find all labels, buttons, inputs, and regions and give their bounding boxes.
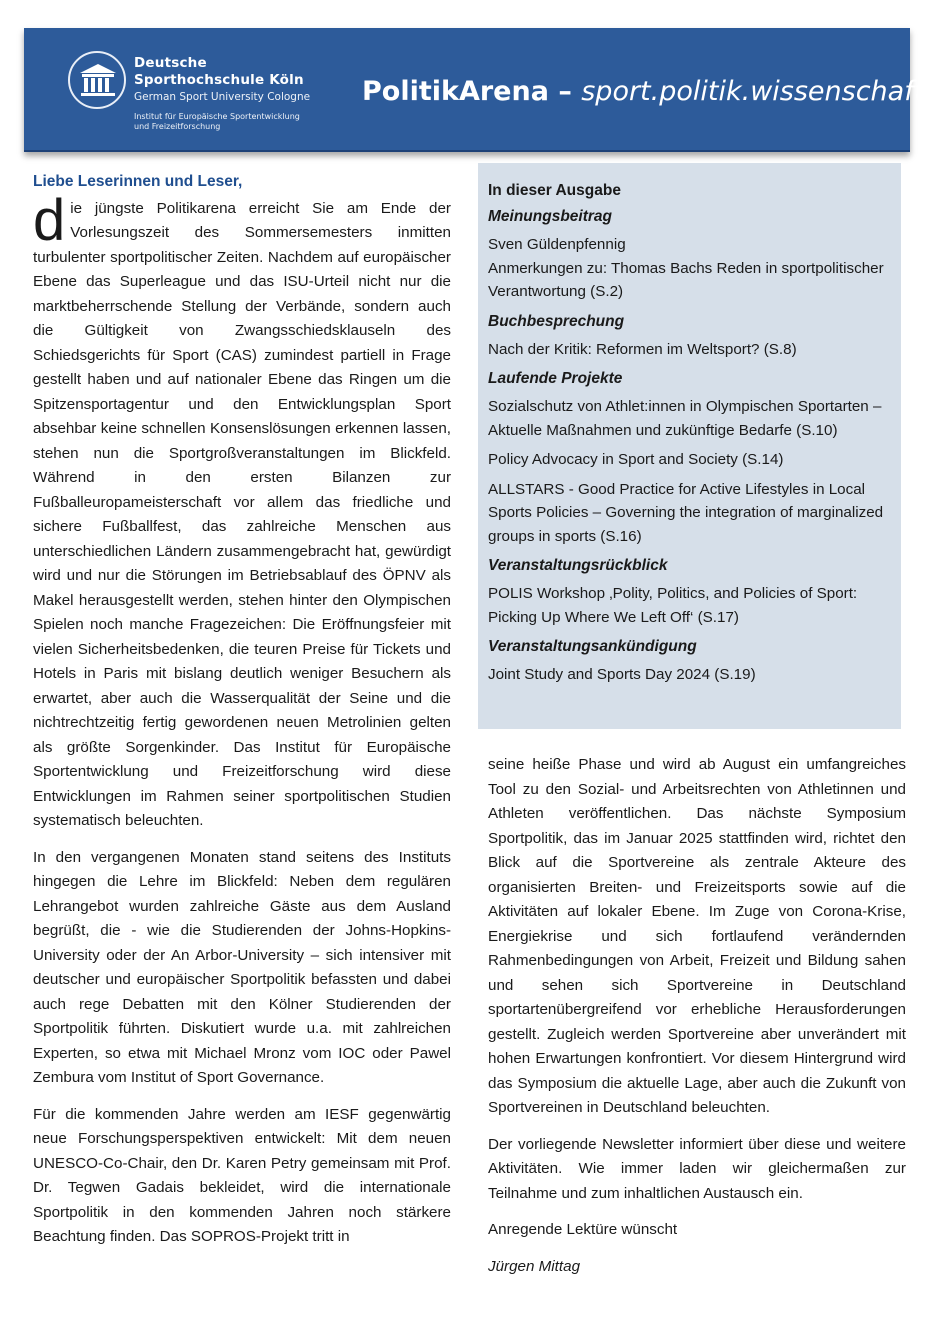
- drop-cap: d: [33, 187, 66, 253]
- university-name-line2: Sporthochschule Köln: [134, 72, 304, 88]
- newsletter-title-italic: sport.politik.wissenschaft: [581, 76, 925, 107]
- header-banner: [24, 28, 925, 152]
- letter-paragraph-3: Für die kommenden Jahre werden am IESF gegenwärtig neue Forschungsperspektiven entwickelt: Mit dem neuen UNESCO-Co-Chair, den Dr. Karen Petry gemeinsam mit Prof. Dr. Tegwen Gadais bekleidet, wird die internationale Sportpolitik in den kommenden Jahren noch stärkere Beachtung finden. Das SOPROS-Projekt tritt in: [33, 1105, 451, 1245]
- toc-item-author: Sven Güldenpfennig: [488, 236, 626, 253]
- temple-icon: [78, 62, 118, 100]
- toc-section-heading: Laufende Projekte: [488, 370, 623, 387]
- toc-section-heading: Buchbesprechung: [488, 312, 625, 330]
- university-name: [134, 55, 310, 132]
- toc-item[interactable]: Joint Study and Sports Day 2024 (S.19): [488, 666, 756, 683]
- institute-name: Institut für Europäische Sportentwicklung und Freizeitforschung: [134, 112, 300, 131]
- letter-greeting: Liebe Leserinnen und Leser,: [33, 173, 243, 190]
- university-logo: [68, 51, 126, 109]
- letter-closing: Anregende Lektüre wünscht: [488, 1221, 678, 1238]
- toc-section-heading: Veranstaltungsrückblick: [488, 557, 668, 574]
- toc-item[interactable]: Nach der Kritik: Reformen im Weltsport? (S.8): [488, 340, 797, 358]
- newsletter-title-bold: PolitikArena –: [362, 76, 582, 107]
- university-name-english: German Sport University Cologne: [134, 91, 311, 103]
- letter-paragraph-5: Der vorliegende Newsletter informiert über diese und weitere Aktivitäten. Wie immer laden wir gleichermaßen zur Teilnahme und zum inhaltlichen Austausch ein.: [488, 1135, 906, 1202]
- toc-item[interactable]: Sozialschutz von Athlet:innen in Olympischen Sportarten – Aktuelle Maßnahmen und zukünftige Bedarfe (S.10): [488, 398, 882, 439]
- letter-column-right: [488, 753, 906, 1291]
- letter-paragraph-4: seine heiße Phase und wird ab August ein umfangreiches Tool zu den Sozial- und Arbeitsrechten von Athletinnen und Athleten veröffentlichen. Das nächste Symposium Sportpolitik, das im Januar 2025 stattfinden wird, richtet den Blick auf die Sportvereine als zentrale Akteure des organisierten Breiten- und Freizeitsports sowie auf die Aktivitäten auf lokaler Ebene. Im Zuge von Corona-Krise, Energiekrise und sich fortlaufend verändernden Rahmenbedingungen von Arbeit, Freizeit und Bildung sahen und sehen sich Sportvereine in Deutschland sportartenübergreifend vor erhebliche Herausforderungen gestellt. Zugleich werden Sportvereine aber unverändert mit hohen Erwartungen konfrontiert. Vor diesem Hintergrund wird das Symposium die aktuelle Lage, aber auch die Zukunft von Sportvereinen in Deutschland beleuchten.: [488, 756, 906, 1116]
- toc-item[interactable]: ALLSTARS - Good Practice for Active Lifestyles in Local Sports Policies – Governing the integration of marginalized groups in sports (S.16): [488, 480, 884, 545]
- letter-paragraph-2: In den vergangenen Monaten stand seitens des Instituts hingegen die Lehre im Blickfeld: Neben dem regulären Lehrangebot wurden zahlreiche Gäste aus dem Ausland begrüßt, die - wie die Studierenden der Johns-Hopkins-University oder der An Arbor-University – sich intensiver mit deutscher und europäischer Sportpolitik befassten und dabei auch rege Debatten mit den Kölner Studierenden der Sportpolitik führten. Diskutiert wurde u.a. mit zahlreichen Experten, so etwa mit Michael Mronz vom IOC oder Pawel Zembura vom Institut of Sport Governance.: [33, 848, 451, 1086]
- university-name-line1: Deutsche: [134, 55, 207, 71]
- toc-section-heading: Veranstaltungsankündigung: [488, 638, 697, 655]
- newsletter-title: [362, 76, 924, 107]
- letter-column-left: [33, 170, 451, 1262]
- toc-item[interactable]: POLIS Workshop ‚Polity, Politics, and Policies of Sport: Picking Up Where We Left Off‘ (S.17): [488, 585, 858, 626]
- toc-title: In dieser Ausgabe: [488, 182, 621, 199]
- toc-item[interactable]: [488, 233, 891, 304]
- toc-item[interactable]: Policy Advocacy in Sport and Society (S.14): [488, 451, 784, 468]
- toc-item-title: Anmerkungen zu: Thomas Bachs Reden in sportpolitischer Verantwortung (S.2): [488, 259, 884, 300]
- table-of-contents: [478, 163, 901, 729]
- toc-section-heading: Meinungsbeitrag: [488, 208, 613, 225]
- letter-signature: Jürgen Mittag: [488, 1257, 581, 1275]
- letter-paragraph-1-text: ie jüngste Politikarena erreicht Sie am Ende der Vorlesungszeit des Sommersemesters inmitten turbulenter sportpolitischer Zeiten. Nachdem auf europäischer Ebene das Superleague und das ISU-Urteil nicht nur die marktbeherrschende Stellung der Verbände, sondern auch die Gültigkeit von Zwangsschiedsklauseln des Schiedsgerichts für Sport (CAS) zumindest partiell in Frage gestellt haben und auf nationaler Ebene das Ringen um die Spitzensportagentur und den Entwicklungsplan Sport absehbar keine schnellen Konsenslösungen erkennen lassen, stehen nun die Sportgroßveranstaltungen im Blickfeld. Während in den ersten Bilanzen zur Fußballeuropameisterschaft vor allem das friedliche und sichere Fußballfest, das zahlreiche Menschen aus unterschiedlichen Ländern zusammengebracht hat, gewürdigt wird und nur die Störungen im Betriebsablauf des ÖPNV als Makel herausgestellt werden, stehen hinter den Olympischen Spielen noch manche Fragezeichen: Die Eröffnungsfeier mit vielen Sicherheitsbedenken, die teuren Preise für Tickets und Hotels in Paris mit bislang deutlich weniger Besuchern als erwartet, aber auch die Wasserqualität der Seine und die nichtrechtzeitig fertig gewordenen neuen Metrolinien gelten als größte Sorgenkinder. Das Institut für Europäische Sportentwicklung und Freizeitforschung wird diese Entwicklungen im Rahmen seiner sportpolitischen Studien systematisch beleuchten.: [33, 199, 451, 829]
- letter-paragraph-1: [33, 187, 451, 834]
